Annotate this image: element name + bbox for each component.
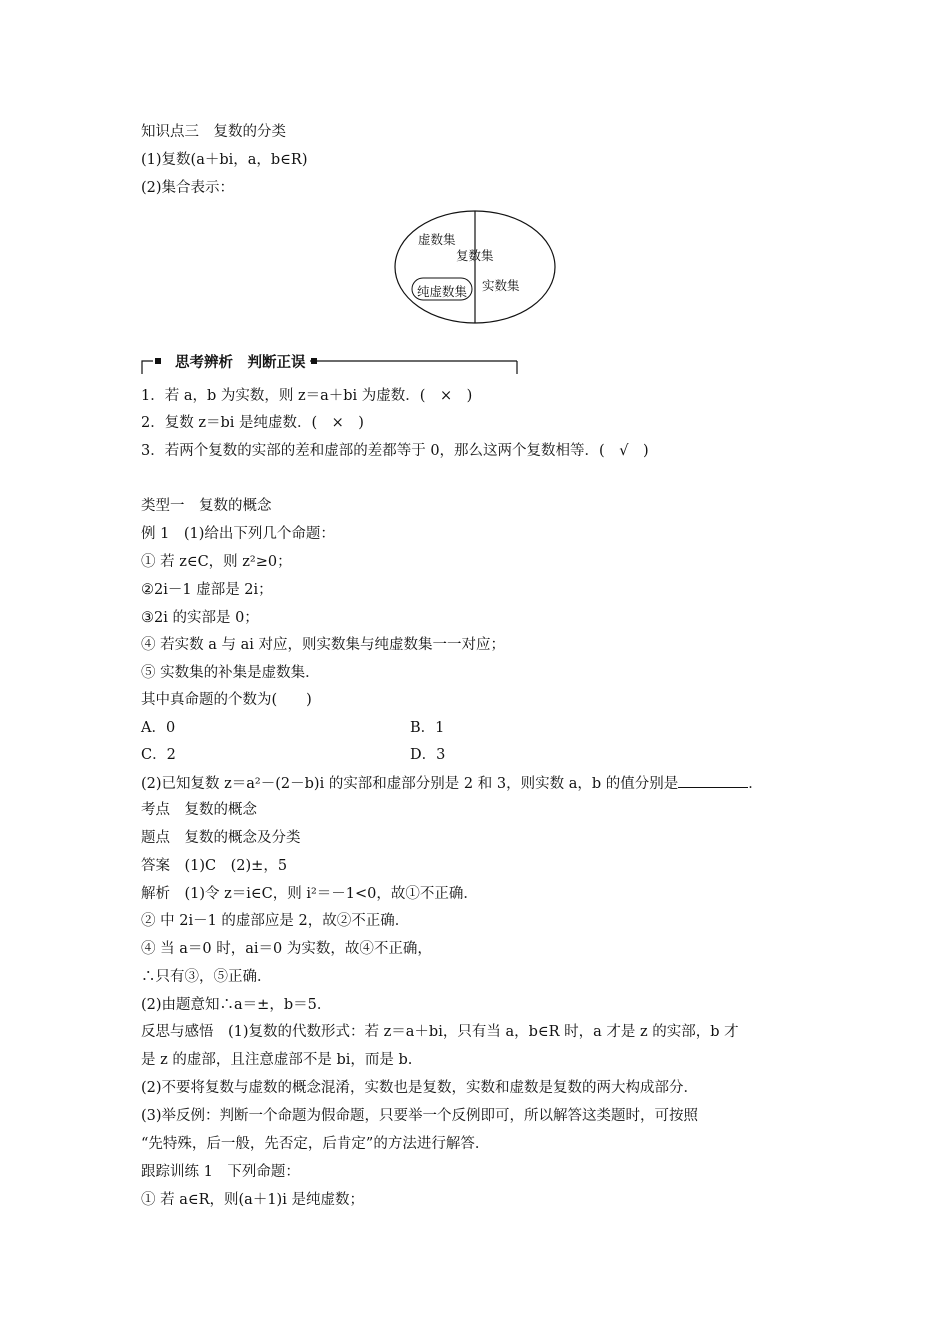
- item-2: (2)集合表示：: [141, 180, 235, 196]
- question-stem: 其中真命题的个数为( ): [141, 692, 312, 708]
- analysis-5: (2)由题意知∴a＝±，b＝5．: [141, 997, 332, 1013]
- judge-q2: 2．复数 z＝bi 是纯虚数．( × ): [141, 415, 364, 431]
- kaodian: 考点 复数的概念: [141, 802, 257, 818]
- analysis-3: ④ 当 a＝0 时，ai＝0 为实数，故④不正确，: [141, 941, 432, 957]
- part-2-end: ．: [748, 776, 763, 792]
- reflection-3: (2)不要将复数与虚数的概念混淆，实数也是复数，实数和虚数是复数的两大构成部分．: [141, 1080, 699, 1096]
- part-2-text: (2)已知复数 z＝a²－(2－b)i 的实部和虚部分别是 2 和 3，则实数 a，b 的值分别是: [141, 776, 679, 792]
- set-diagram-svg: [392, 208, 558, 326]
- tracking-item-1: ① 若 a∈R，则(a＋1)i 是纯虚数；: [141, 1192, 364, 1208]
- reflection-4: (3)举反例：判断一个命题为假命题，只要举一个反例即可，所以解答这类题时，可按照: [141, 1108, 699, 1124]
- thinking-banner: [141, 349, 519, 375]
- reflection-1: 反思与感悟 (1)复数的代数形式：若 z＝a＋bi，只有当 a，b∈R 时，a 才是 z 的实部，b 才: [141, 1024, 739, 1040]
- proposition-5: ⑤ 实数集的补集是虚数集．: [141, 665, 320, 681]
- option-a: A．0: [141, 720, 176, 736]
- part-2: [141, 773, 763, 794]
- option-b: B．1: [410, 720, 445, 736]
- option-c: C．2: [141, 747, 176, 763]
- label-pure-imaginary-set: 纯虚数集: [417, 284, 468, 299]
- proposition-1: ① 若 z∈C，则 z²≥0；: [141, 554, 292, 570]
- analysis-2: ② 中 2i－1 的虚部应是 2，故②不正确．: [141, 913, 410, 929]
- judge-q3: 3．若两个复数的实部的差和虚部的差都等于 0，那么这两个复数相等．( √ ): [141, 443, 649, 459]
- reflection-5: “先特殊，后一般，先否定，后肯定”的方法进行解答．: [141, 1136, 490, 1152]
- example-1: 例 1 (1)给出下列几个命题：: [141, 526, 335, 542]
- answer: 答案 (1)C (2)±，5: [141, 858, 288, 874]
- reflection-2: 是 z 的虚部，且注意虚部不是 bi，而是 b.: [141, 1052, 413, 1068]
- option-d: D．3: [410, 747, 446, 763]
- item-1: (1)复数(a＋bi，a，b∈R): [141, 152, 308, 168]
- set-diagram: [392, 208, 558, 326]
- label-imaginary-set: 虚数集: [418, 232, 456, 247]
- tidian: 题点 复数的概念及分类: [141, 830, 301, 846]
- judge-q1: 1．若 a，b 为实数，则 z＝a＋bi 为虚数．( × ): [141, 388, 473, 404]
- label-real-set: 实数集: [482, 278, 520, 293]
- proposition-2: ②2i－1 虚部是 2i；: [141, 582, 273, 598]
- proposition-4: ④ 若实数 a 与 ai 对应，则实数集与纯虚数集一一对应；: [141, 637, 505, 653]
- label-complex-set: 复数集: [456, 248, 494, 263]
- banner-title: 思考辨析 判断正误: [171, 351, 310, 372]
- section-title: 知识点三 复数的分类: [141, 124, 286, 140]
- analysis-4: ∴只有③，⑤正确．: [141, 969, 272, 985]
- answer-blank: [678, 773, 748, 788]
- type1-title: 类型一 复数的概念: [141, 498, 272, 514]
- tracking-title: 跟踪训练 1 下列命题：: [141, 1164, 300, 1180]
- proposition-3: ③2i 的实部是 0；: [141, 610, 259, 626]
- analysis-1: 解析 (1)令 z＝i∈C，则 i²＝－1<0，故①不正确．: [141, 886, 478, 902]
